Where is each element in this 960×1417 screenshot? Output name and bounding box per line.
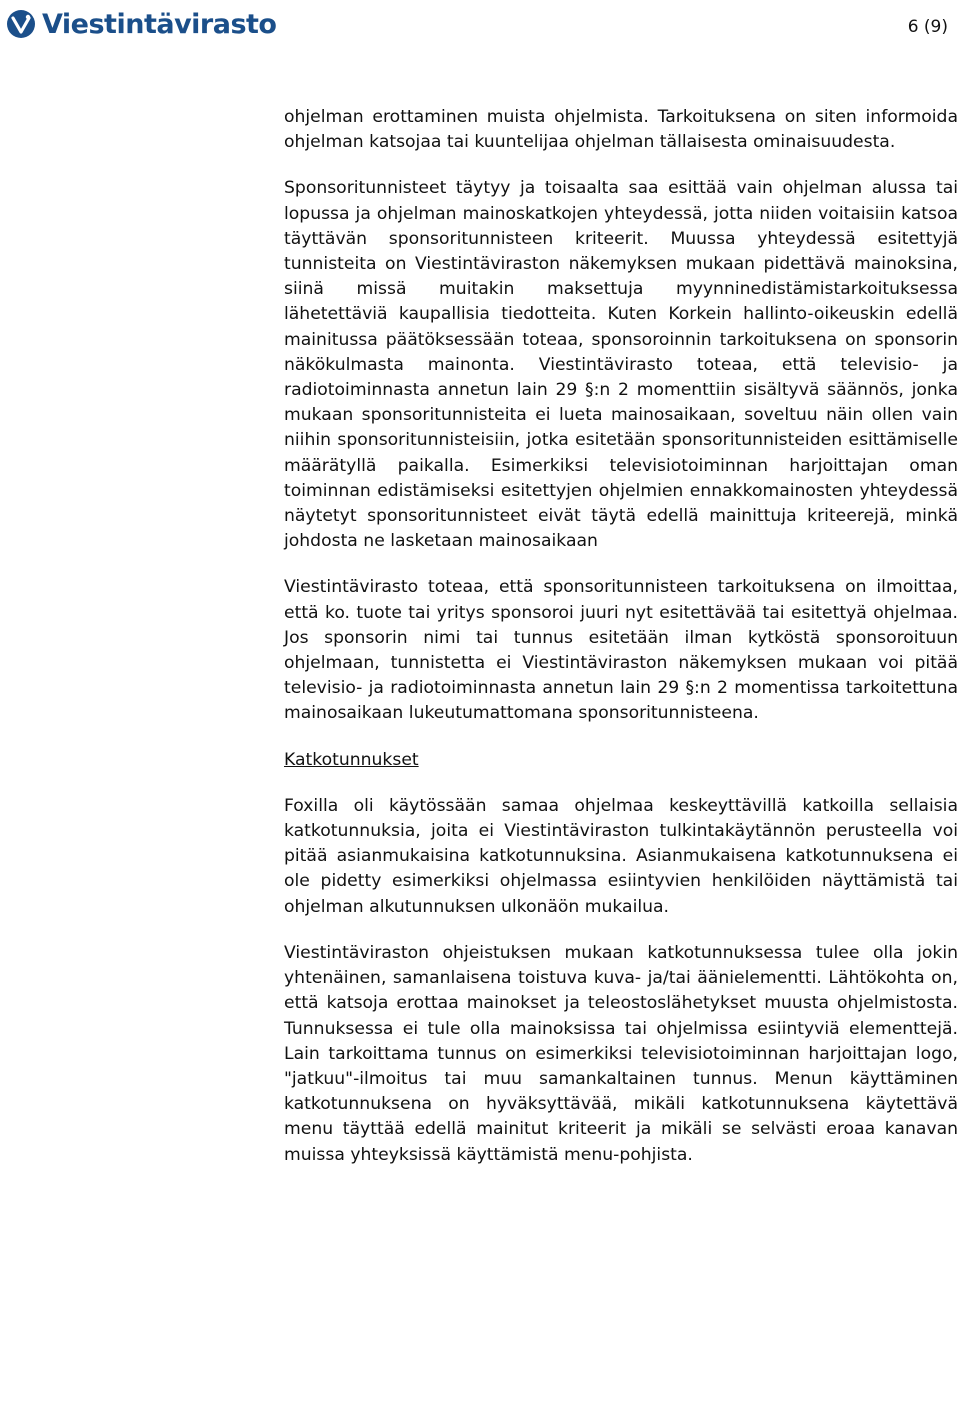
document-body xyxy=(284,105,958,1168)
paragraph-2: Sponsoritunnisteet täytyy ja toisaalta saa esittää vain ohjelman alussa tai lopussa ja ohjelman mainoskatkojen yhteydessä, jotta niiden voitaisiin katsoa täyttävän sponsoritunnisteen kriteerit. Muussa yhteydessä esitettyjä tunnisteita on Viestintäviraston näkemyksen mukaan pidettävä mainoksina, siinä missä muitakin maksettuja myynninedistämistarkoituksessa lähetettäviä kaupallisia tiedotteita. Kuten Korkein hallinto-oikeuskin edellä mainitussa päätöksessään toteaa, sponsoroinnin tarkoituksena on sponsorin näkökulmasta mainonta. Viestintävirasto toteaa, että televisio- ja radiotoiminnasta annetun lain 29 §:n 2 momenttiin sisältyvä säännös, jonka mukaan sponsoritunnisteita ei lueta mainosaikaan, soveltuu näin ollen vain niihin sponsoritunnisteisiin, jotka esitetään sponsoritunnisteiden esittämiselle määrätyllä paikalla. Esimerkiksi televisiotoiminnan harjoittajan oman toiminnan edistämiseksi esitettyjen ohjelmien ennakkomainosten yhteydessä näytetyt sponsoritunnisteet eivät täytä edellä mainittuja kriteerejä, minkä johdosta ne lasketaan mainosaikaan xyxy=(284,178,958,552)
logo xyxy=(6,6,277,42)
logo-text: Viestintävirasto xyxy=(42,8,277,40)
paragraph-3: Viestintävirasto toteaa, että sponsoritunnisteen tarkoituksena on ilmoittaa, että ko. tuote tai yritys sponsoroi juuri nyt esitettävää tai esitettyä ohjelmaa. Jos sponsorin nimi tai tunnus esitetään ilman kytköstä sponsoroituun ohjelmaan, tunnistetta ei Viestintäviraston näkemyksen mukaan voi pitää televisio- ja radiotoiminnasta annetun lain 29 §:n 2 momentissa tarkoitettuna mainosaikaan lukeutumattomana sponsoritunnisteena. xyxy=(284,577,958,724)
section-heading-katkotunnukset: Katkotunnukset xyxy=(284,749,419,770)
page-number: 6 (9) xyxy=(907,17,948,37)
viestintavirasto-logo-icon xyxy=(6,9,36,39)
page-header xyxy=(0,0,960,60)
paragraph-5: Viestintäviraston ohjeistuksen mukaan katkotunnuksessa tulee olla jokin yhtenäinen, samanlaisena toistuva kuva- ja/tai äänielementti. Lähtökohta on, että katsoja erottaa mainokset ja teleostoslähetykset muusta ohjelmistosta. Tunnuksessa ei tule olla mainoksissa tai ohjelmissa esiintyviä elementtejä. Lain tarkoittama tunnus on esimerkiksi televisiotoiminnan harjoittajan logo, "jatkuu"-ilmoitus tai muu samankaltainen tunnus. Menun käyttäminen katkotunnuksena on hyväksyttävää, mikäli katkotunnuksena käytettävä menu täyttää edellä mainitut kriteerit ja mikäli se selvästi eroaa kanavan muissa yhteyksissä käyttämistä menu-pohjista. xyxy=(284,942,958,1165)
paragraph-4: Foxilla oli käytössään samaa ohjelmaa keskeyttävillä katkoilla sellaisia katkotunnuksia, joita ei Viestintäviraston tulkintakäytännön perusteella voi pitää asianmukaisina katkotunnuksina. Asianmukaisena katkotunnuksena ei ole pidetty esimerkiksi ohjelmassa esiintyvien henkilöiden näyttämistä tai ohjelman alkutunnuksen ulkonäön mukailua. xyxy=(284,795,958,917)
paragraph-1: ohjelman erottaminen muista ohjelmista. Tarkoituksena on siten informoida ohjelman katsojaa tai kuuntelijaa ohjelman tällaisesta ominaisuudesta. xyxy=(284,107,958,153)
